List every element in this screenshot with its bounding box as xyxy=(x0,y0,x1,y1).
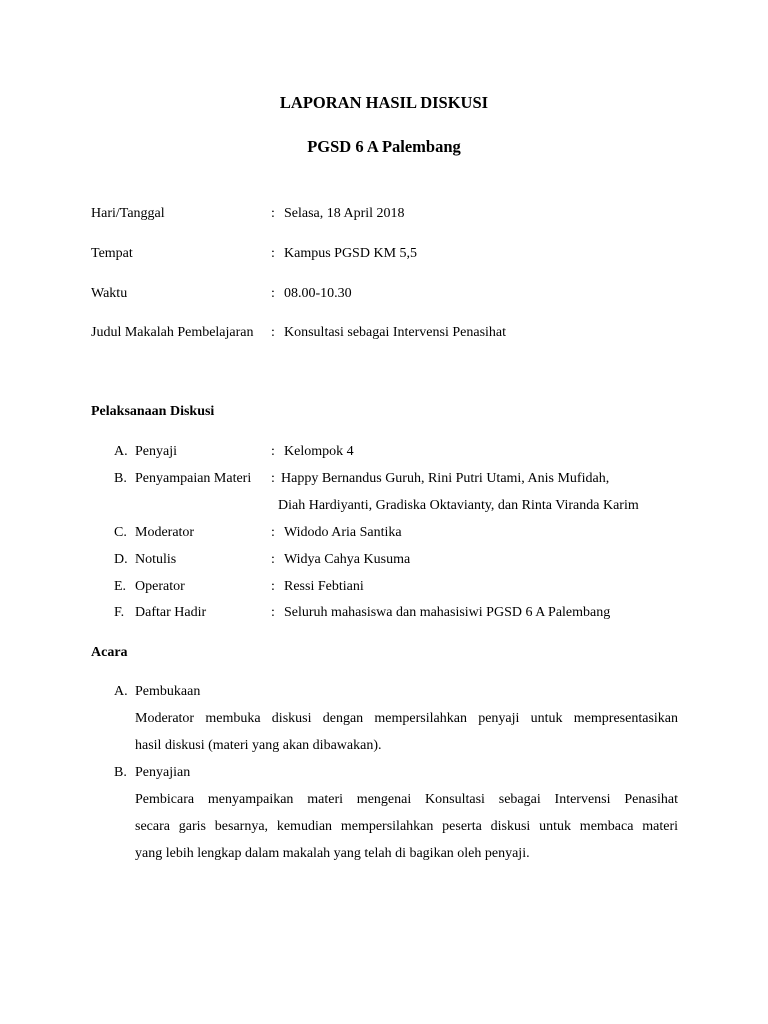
list-separator: : xyxy=(271,471,275,486)
list-separator: : xyxy=(271,525,275,540)
list-letter: E. xyxy=(114,579,127,594)
info-separator: : xyxy=(271,325,275,340)
info-label: Waktu xyxy=(91,286,128,301)
list-label: Operator xyxy=(135,579,185,594)
info-separator: : xyxy=(271,286,275,301)
document-subtitle: PGSD 6 A Palembang xyxy=(307,137,461,156)
paragraph-line: secara garis besarnya, kemudian mempersilahkan peserta diskusi untuk membaca materi xyxy=(135,819,678,834)
section-heading-acara: Acara xyxy=(91,645,128,660)
paragraph-line: Pembicara menyampaikan materi mengenai Konsultasi sebagai Intervensi Penasihat xyxy=(135,792,678,807)
list-letter: B. xyxy=(114,471,127,486)
list-value: Widya Cahya Kusuma xyxy=(284,552,411,567)
info-label: Hari/Tanggal xyxy=(91,206,165,221)
document-title: LAPORAN HASIL DISKUSI xyxy=(279,93,489,112)
list-label: Daftar Hadir xyxy=(135,605,207,620)
list-value: Ressi Febtiani xyxy=(284,579,364,594)
list-value: Happy Bernandus Guruh, Rini Putri Utami, Anis Mufidah, xyxy=(281,471,610,486)
list-value: Kelompok 4 xyxy=(284,444,354,459)
acara-letter: A. xyxy=(114,684,128,699)
info-separator: : xyxy=(271,246,275,261)
list-separator: : xyxy=(271,552,275,567)
section-heading-pelaksanaan: Pelaksanaan Diskusi xyxy=(91,404,215,419)
list-separator: : xyxy=(271,605,275,620)
info-label: Tempat xyxy=(91,246,133,261)
info-separator: : xyxy=(271,206,275,221)
acara-item-title: Pembukaan xyxy=(135,684,201,699)
list-value: Widodo Aria Santika xyxy=(284,525,402,540)
list-value-continued: Diah Hardiyanti, Gradiska Oktavianty, dan Rinta Viranda Karim xyxy=(278,498,639,513)
list-letter: A. xyxy=(114,444,128,459)
info-value: 08.00-10.30 xyxy=(284,286,352,301)
paragraph-line: Moderator membuka diskusi dengan mempersilahkan penyaji untuk mempresentasikan xyxy=(135,711,678,726)
list-letter: C. xyxy=(114,525,127,540)
list-label: Moderator xyxy=(135,525,195,540)
info-value: Konsultasi sebagai Intervensi Penasihat xyxy=(284,325,507,340)
info-label: Judul Makalah Pembelajaran xyxy=(91,325,254,340)
list-label: Penyampaian Materi xyxy=(135,471,252,486)
info-value: Selasa, 18 April 2018 xyxy=(284,206,405,221)
acara-letter: B. xyxy=(114,765,127,780)
list-label: Notulis xyxy=(135,552,177,567)
list-separator: : xyxy=(271,579,275,594)
list-letter: F. xyxy=(114,605,125,620)
list-letter: D. xyxy=(114,552,128,567)
list-label: Penyaji xyxy=(135,444,177,459)
paragraph-line: hasil diskusi (materi yang akan dibawakan). xyxy=(135,738,382,753)
acara-item-title: Penyajian xyxy=(135,765,191,780)
list-separator: : xyxy=(271,444,275,459)
list-value: Seluruh mahasiswa dan mahasisiwi PGSD 6 A Palembang xyxy=(284,605,611,620)
info-value: Kampus PGSD KM 5,5 xyxy=(284,246,418,261)
paragraph-line: yang lebih lengkap dalam makalah yang telah di bagikan oleh penyaji. xyxy=(135,846,530,861)
